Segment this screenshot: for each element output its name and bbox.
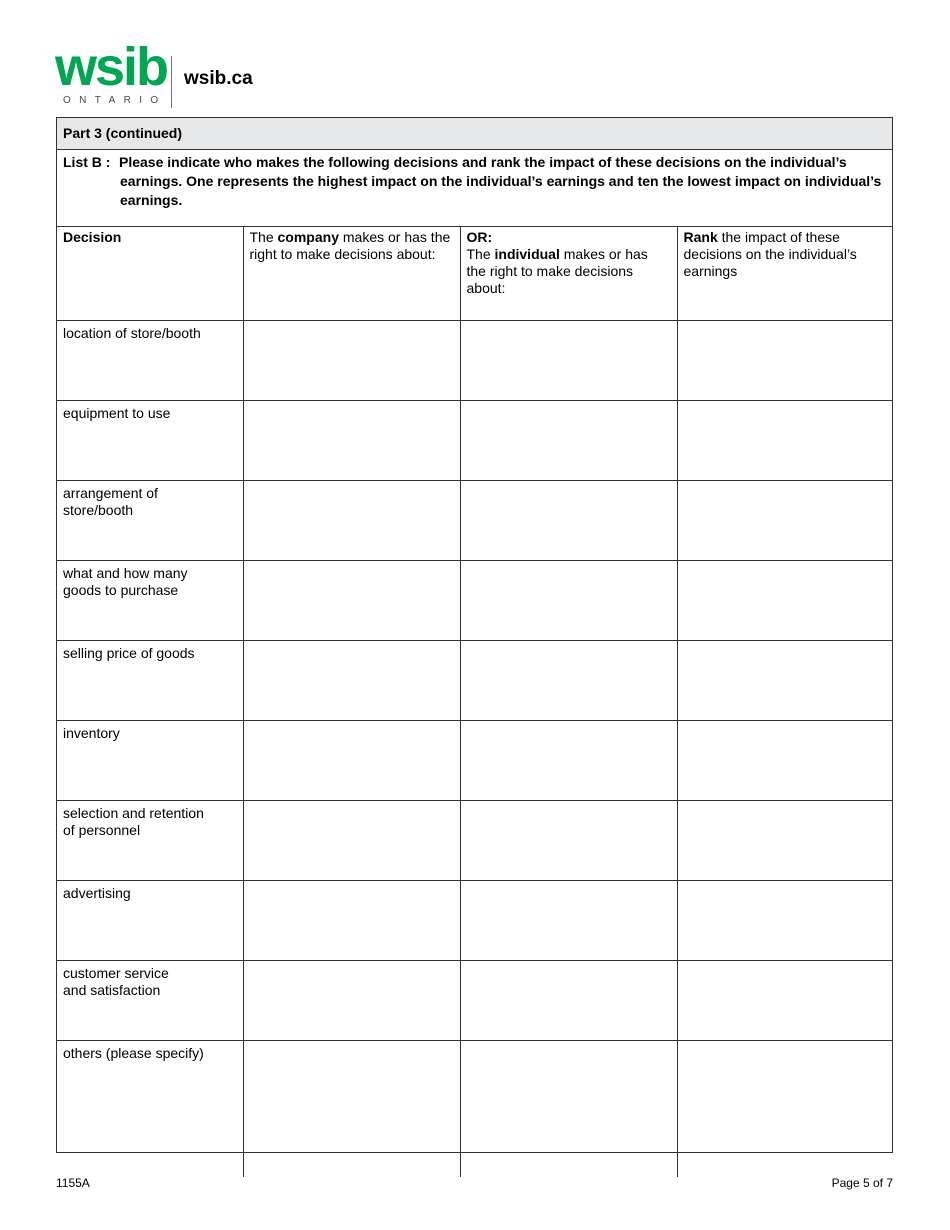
individual-cell[interactable] (460, 321, 677, 401)
header-rank: Rank the impact of these decisions on the individual’s earnings (677, 227, 893, 321)
part-title: Part 3 (continued) (57, 118, 892, 150)
company-cell[interactable] (243, 641, 460, 721)
company-cell[interactable] (243, 1041, 460, 1178)
rank-cell[interactable] (677, 881, 893, 961)
logo-divider (171, 56, 172, 108)
wsib-logo (55, 37, 168, 108)
rank-cell[interactable] (677, 721, 893, 801)
company-cell[interactable] (243, 561, 460, 641)
company-cell[interactable] (243, 321, 460, 401)
table-row (57, 481, 893, 561)
table-row (57, 881, 893, 961)
individual-cell[interactable] (460, 721, 677, 801)
rank-cell[interactable] (677, 561, 893, 641)
decision-table (57, 227, 893, 1177)
individual-cell[interactable] (460, 801, 677, 881)
rank-cell[interactable] (677, 961, 893, 1041)
site-url: wsib.ca (184, 68, 253, 89)
decision-label: what and how many goods to purchase (57, 561, 243, 641)
company-cell[interactable] (243, 961, 460, 1041)
logo-subtext: ONTARIO (63, 95, 167, 106)
individual-cell[interactable] (460, 561, 677, 641)
page-header (55, 37, 455, 110)
header-company: The company makes or has the right to make decisions about: (243, 227, 460, 321)
table-row (57, 321, 893, 401)
decision-label: location of store/booth (57, 321, 243, 401)
header-decision: Decision (57, 227, 243, 321)
individual-cell[interactable] (460, 1041, 677, 1178)
company-cell[interactable] (243, 881, 460, 961)
rank-cell[interactable] (677, 321, 893, 401)
decision-label: selection and retention of personnel (57, 801, 243, 881)
individual-cell[interactable] (460, 641, 677, 721)
table-row (57, 401, 893, 481)
individual-cell[interactable] (460, 481, 677, 561)
decision-label: customer service and satisfaction (57, 961, 243, 1041)
table-row (57, 641, 893, 721)
rank-cell[interactable] (677, 401, 893, 481)
rank-cell[interactable] (677, 1041, 893, 1178)
list-b-prefix: List B : (63, 154, 111, 170)
rank-cell[interactable] (677, 801, 893, 881)
company-cell[interactable] (243, 721, 460, 801)
rank-cell[interactable] (677, 481, 893, 561)
decision-label: arrangement of store/booth (57, 481, 243, 561)
rank-cell[interactable] (677, 641, 893, 721)
decision-form (56, 117, 893, 1153)
decision-label: inventory (57, 721, 243, 801)
decision-label: advertising (57, 881, 243, 961)
table-header-row (57, 227, 893, 321)
decision-label: selling price of goods (57, 641, 243, 721)
decision-label: others (please specify) (57, 1041, 243, 1178)
table-row (57, 801, 893, 881)
header-individual: OR: The individual makes or has the right to make decisions about: (460, 227, 677, 321)
table-row (57, 1041, 893, 1178)
individual-cell[interactable] (460, 401, 677, 481)
list-b-instructions (57, 150, 892, 227)
company-cell[interactable] (243, 481, 460, 561)
table-row (57, 561, 893, 641)
decision-label: equipment to use (57, 401, 243, 481)
table-row (57, 721, 893, 801)
individual-cell[interactable] (460, 881, 677, 961)
company-cell[interactable] (243, 401, 460, 481)
logo-wordmark: wsib (55, 37, 168, 97)
page-number: Page 5 of 7 (831, 1176, 893, 1190)
individual-cell[interactable] (460, 961, 677, 1041)
form-number: 1155A (56, 1176, 90, 1190)
list-b-text: Please indicate who makes the following decisions and rank the impact of these decisions on the individual’s earnings. One represents the highest impact on the individual’s earnings and ten the lowest impact on individual’s earnings. (119, 154, 882, 208)
table-row (57, 961, 893, 1041)
company-cell[interactable] (243, 801, 460, 881)
